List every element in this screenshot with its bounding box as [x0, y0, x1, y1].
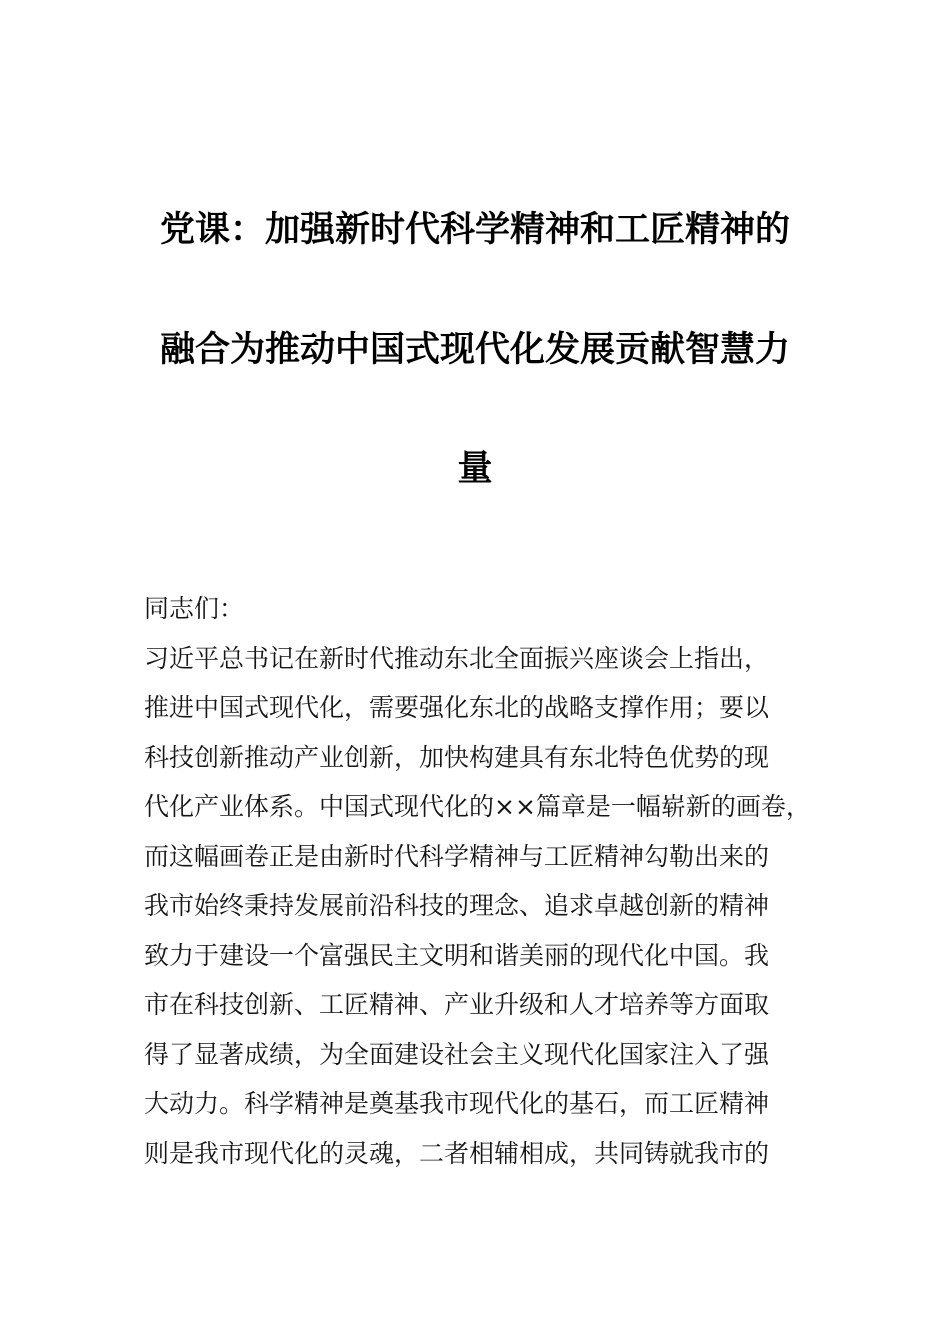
body-line-9: 得了显著成绩，为全面建设社会主义现代化国家注入了强 [144, 1040, 770, 1069]
body-line-7: 致力于建设一个富强民主文明和谐美丽的现代化中国。我 [144, 941, 770, 970]
salutation: 同志们： [144, 594, 245, 623]
body-line-4: 代化产业体系。中国式现代化的××篇章是一幅崭新的画卷， [144, 792, 811, 821]
body-line-5: 而这幅画卷正是由新时代科学精神与工匠精神勾勒出来的 [144, 842, 770, 871]
document-title-line-2: 融合为推动中国式现代化发展贡献智慧力 [159, 330, 790, 370]
body-line-1: 习近平总书记在新时代推动东北全面振兴座谈会上指出， [144, 644, 770, 673]
body-line-11: 则是我市现代化的灵魂，二者相辅相成，共同铸就我市的 [144, 1139, 770, 1168]
body-line-3: 科技创新推动产业创新，加快构建具有东北特色优势的现 [144, 743, 770, 772]
document-title-line-3: 量 [457, 449, 493, 489]
body-line-6: 我市始终秉持发展前沿科技的理念、追求卓越创新的精神 [144, 891, 770, 920]
body-line-10: 大动力。科学精神是奠基我市现代化的基石，而工匠精神 [144, 1089, 770, 1118]
document-title-line-1: 党课：加强新时代科学精神和工匠精神的 [159, 210, 790, 250]
body-line-8: 市在科技创新、工匠精神、产业升级和人才培养等方面取 [144, 990, 770, 1019]
body-line-2: 推进中国式现代化，需要强化东北的战略支撑作用；要以 [144, 693, 770, 722]
